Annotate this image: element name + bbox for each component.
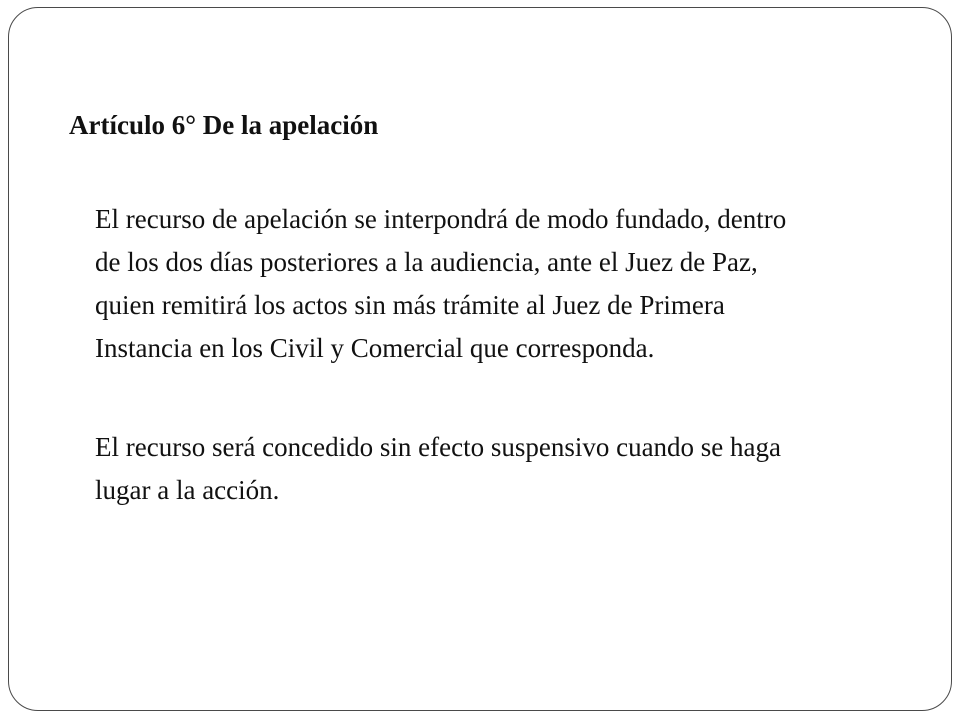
paragraph-line: quien remitirá los actos sin más trámite al Juez de Primera bbox=[95, 290, 725, 320]
paragraph-line: El recurso de apelación se interpondrá de modo fundado, dentro bbox=[95, 204, 787, 234]
paragraph-line: de los dos días posteriores a la audiencia, ante el Juez de Paz, bbox=[95, 247, 758, 277]
paragraph-appeal-effect bbox=[95, 426, 781, 512]
paragraph-line: lugar a la acción. bbox=[95, 475, 280, 505]
paragraph-line: El recurso será concedido sin efecto suspensivo cuando se haga bbox=[95, 432, 782, 462]
paragraph-line: Instancia en los Civil y Comercial que corresponda. bbox=[95, 333, 655, 363]
slide-frame bbox=[8, 7, 952, 711]
paragraph-appeal-filing bbox=[95, 198, 786, 370]
article-heading: Artículo 6° De la apelación bbox=[69, 110, 379, 140]
